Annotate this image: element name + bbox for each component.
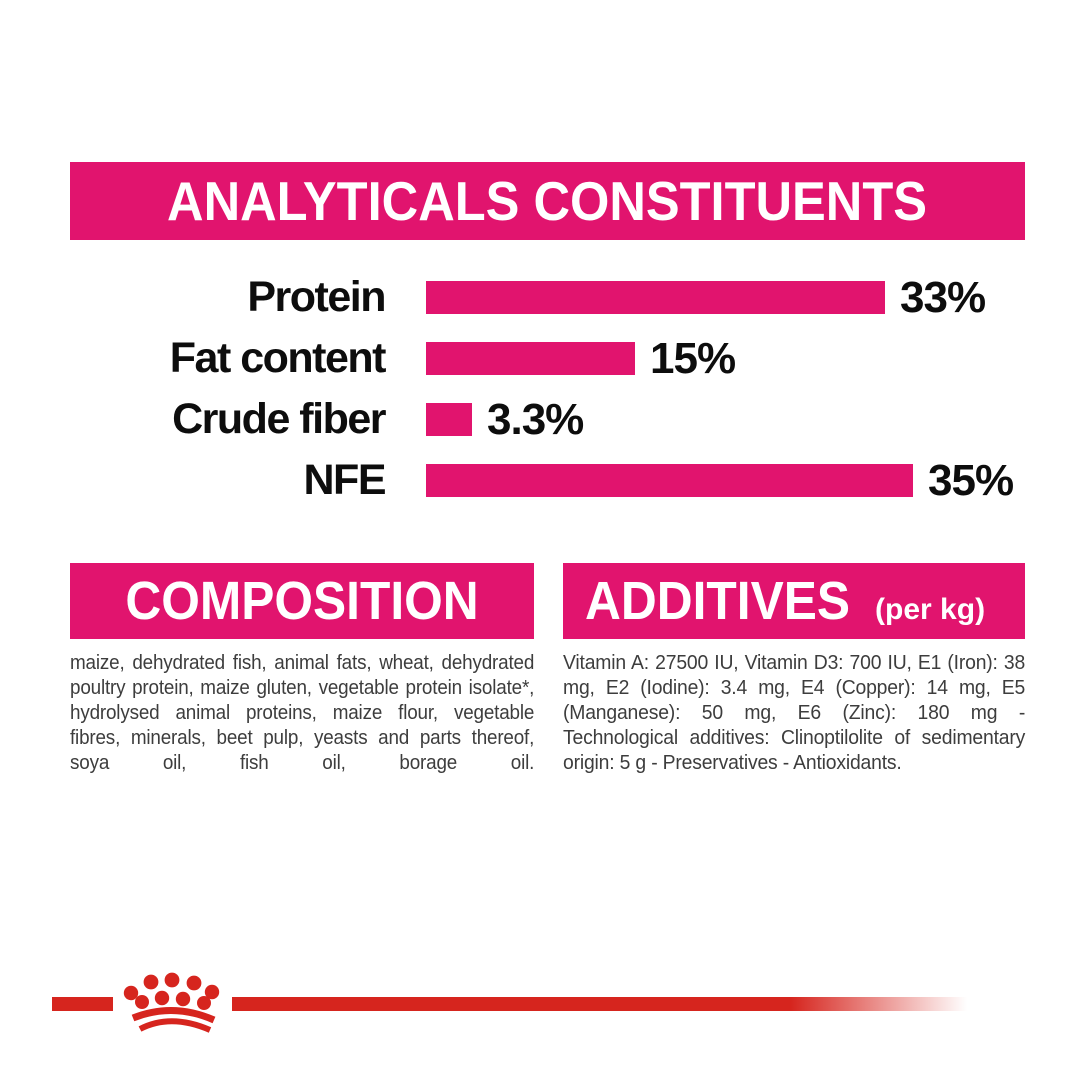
footer-line-left-segment [52, 997, 113, 1011]
composition-text: maize, dehydrated fish, animal fats, wheat, dehydrated poultry protein, maize gluten, vegetable protein isolate*, hydrolysed animal proteins, maize flour, vegetable fibres, minerals, beet pulp, yeasts and parts thereof, soya oil, fish oil, borage oil. [70, 651, 535, 774]
chart-category-label: NFE [303, 456, 385, 504]
chart-value-label: 15% [650, 333, 736, 383]
chart-row [70, 267, 1025, 328]
chart-value-label: 3.3% [487, 394, 584, 444]
additives-title: ADDITIVES [585, 571, 851, 631]
chart-value-label: 33% [900, 272, 986, 322]
royal-canin-crown-icon [118, 968, 222, 1038]
chart-category-label: Protein [247, 273, 385, 321]
additives-section [563, 563, 1025, 775]
footer-line-right-segment [232, 997, 967, 1011]
analytical-constituents-chart [70, 267, 1025, 511]
chart-row [70, 389, 1025, 450]
chart-row [70, 328, 1025, 389]
composition-banner [70, 563, 534, 639]
chart-bar [426, 464, 913, 497]
additives-subtitle: (per kg) [875, 593, 986, 626]
chart-bar [426, 342, 635, 375]
chart-value-label: 35% [928, 455, 1014, 505]
chart-category-label: Crude fiber [172, 395, 385, 443]
composition-title: COMPOSITION [125, 571, 479, 631]
composition-section [70, 563, 534, 775]
chart-row [70, 450, 1025, 511]
additives-text: Vitamin A: 27500 IU, Vitamin D3: 700 IU, E1 (Iron): 38 mg, E2 (Iodine): 3.4 mg, E4 (Copper): 14 mg, E5 (Manganese): 50 mg, E6 (Zinc): 180 mg - Technological additives: Clinoptilolite of sedimentary origin: 5 g - Preservatives - Antioxidants. [563, 651, 1026, 774]
chart-category-label: Fat content [169, 334, 385, 382]
chart-bar [426, 403, 472, 436]
chart-bar [426, 281, 885, 314]
additives-banner [563, 563, 1025, 639]
analytical-constituents-banner [70, 162, 1025, 240]
analytical-constituents-title: ANALYTICALS CONSTITUENTS [167, 170, 928, 232]
